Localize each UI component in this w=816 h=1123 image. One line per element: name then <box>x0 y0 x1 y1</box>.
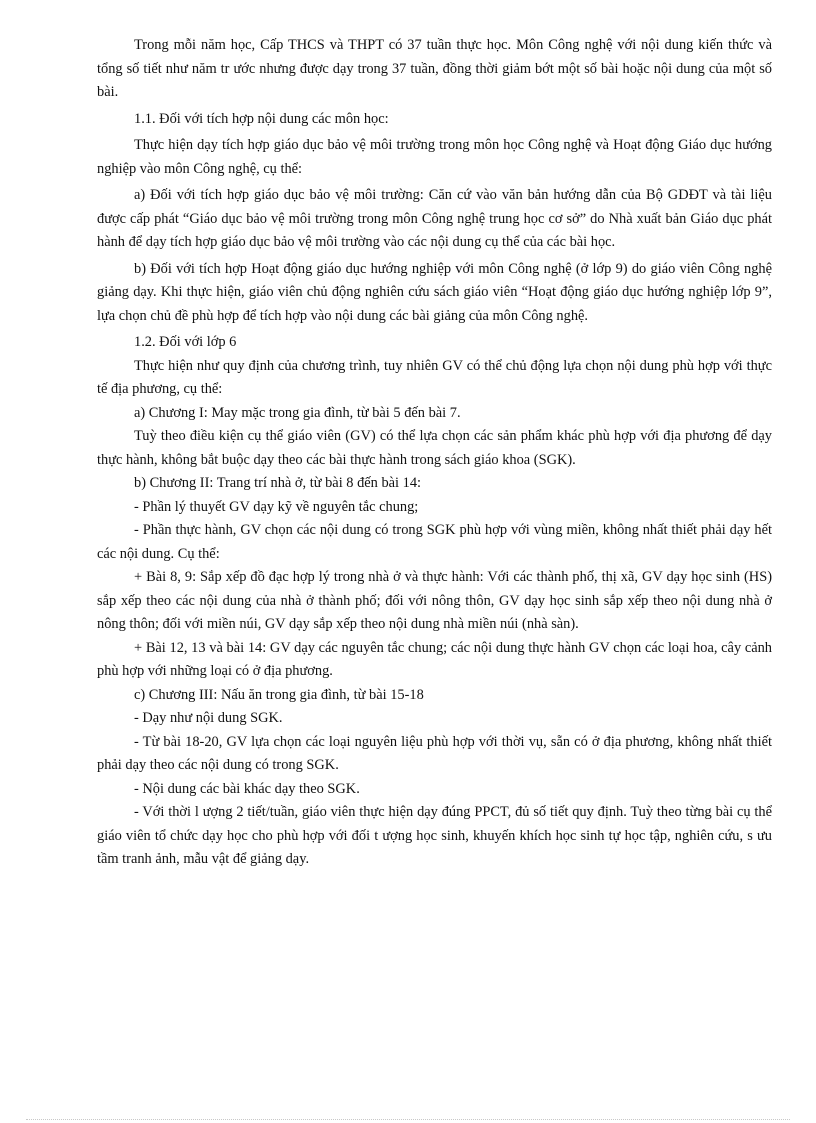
paragraph-intro: Trong mỗi năm học, Cấp THCS và THPT có 37 tuần thực học. Môn Công nghệ với nội dung kiến thức và tổng số tiết như năm tr ước nhưng được dạy trong 37 tuần, đồng thời giảm bớt một số bài hoặc nội dung của một số bài. <box>97 37 772 100</box>
paragraph-time-allocation: - Với thời l ượng 2 tiết/tuần, giáo viên thực hiện dạy đúng PPCT, đủ số tiết quy định. Tuỳ theo từng bài cụ thể giáo viên tổ chức dạy học cho phù hợp với đối t ượng học sinh, khuyến khích học sinh tự học tập, nghiên cứu, s ưu tầm tranh ảnh, mẫu vật để giảng dạy. <box>97 804 772 867</box>
document-body <box>97 34 772 872</box>
paragraph-item-a-environment: a) Đối với tích hợp giáo dục bảo vệ môi trường: Căn cứ vào văn bản hướng dẫn của Bộ GDĐT và tài liệu được cấp phát “Giáo dục bảo vệ môi trường trong môn Công nghệ trung học cơ sở” do Nhà xuất bản Giáo dục phát hành để dạy tích hợp giáo dục bảo vệ môi trường vào các nội dung cụ thể của các bài học. <box>97 187 772 250</box>
paragraph-grade6-intro: Thực hiện như quy định của chương trình, tuy nhiên GV có thể chủ động lựa chọn nội dung phù hợp với thực tế địa phương, cụ thể: <box>97 357 772 397</box>
paragraph-lesson-18-20: - Từ bài 18-20, GV lựa chọn các loại nguyên liệu phù hợp với thời vụ, sẵn có ở địa phương, không nhất thiết phải dạy theo các nội dung có trong SGK. <box>97 733 772 773</box>
paragraph-chapter-1-detail: Tuỳ theo điều kiện cụ thể giáo viên (GV) có thể lựa chọn các sản phẩm khác phù hợp với địa phương để dạy thực hành, không bắt buộc dạy theo các bài thực hành trong sách giáo khoa (SGK). <box>97 428 772 468</box>
paragraph-other-lessons: - Nội dung các bài khác dạy theo SGK. <box>134 780 360 797</box>
paragraph-chapter-2: b) Chương II: Trang trí nhà ở, từ bài 8 đến bài 14: <box>134 475 422 491</box>
paragraph-sgk: - Dạy như nội dung SGK. <box>134 710 283 726</box>
paragraph-chapter-3: c) Chương III: Nấu ăn trong gia đình, từ bài 15-18 <box>134 686 424 703</box>
heading-1-2: 1.2. Đối với lớp 6 <box>134 334 237 350</box>
heading-1-1: 1.1. Đối với tích hợp nội dung các môn học: <box>134 110 389 127</box>
footer-divider <box>26 1119 790 1120</box>
paragraph-theory: - Phần lý thuyết GV dạy kỹ về nguyên tắc chung; <box>134 498 419 515</box>
paragraph-item-b-career: b) Đối với tích hợp Hoạt động giáo dục hướng nghiệp với môn Công nghệ (ở lớp 9) do giáo viên Công nghệ giảng dạy. Khi thực hiện, giáo viên chủ động nghiên cứu sách giáo viên “Hoạt động giáo dục hướng nghiệp lớp 9”, lựa chọn chủ đề phù hợp để tích hợp vào nội dung các bài giảng của môn Công nghệ. <box>97 260 772 324</box>
paragraph-integration: Thực hiện dạy tích hợp giáo dục bảo vệ môi trường trong môn học Công nghệ và Hoạt động Giáo dục hướng nghiệp vào môn Công nghệ, cụ thể: <box>97 137 772 177</box>
paragraph-lesson-12-14: + Bài 12, 13 và bài 14: GV dạy các nguyên tắc chung; các nội dung thực hành GV chọn các loại hoa, cây cảnh phù hợp với những loại có ở địa phương. <box>97 639 772 679</box>
paragraph-practice: - Phần thực hành, GV chọn các nội dung có trong SGK phù hợp với vùng miền, không nhất thiết phải dạy hết các nội dung. Cụ thể: <box>97 522 772 562</box>
paragraph-chapter-1: a) Chương I: May mặc trong gia đình, từ bài 5 đến bài 7. <box>134 404 461 421</box>
paragraph-lesson-8-9: + Bài 8, 9: Sắp xếp đồ đạc hợp lý trong nhà ở và thực hành: Với các thành phố, thị xã, GV dạy học sinh (HS) sắp xếp theo các nội dung của nhà ở thành phố; đối với nông thôn, GV dạy học sinh sắp xếp theo nội dung nhà ở nông thôn; đối với miền núi, GV dạy sắp xếp theo nội dung nhà miền núi (nhà sàn). <box>97 569 772 632</box>
